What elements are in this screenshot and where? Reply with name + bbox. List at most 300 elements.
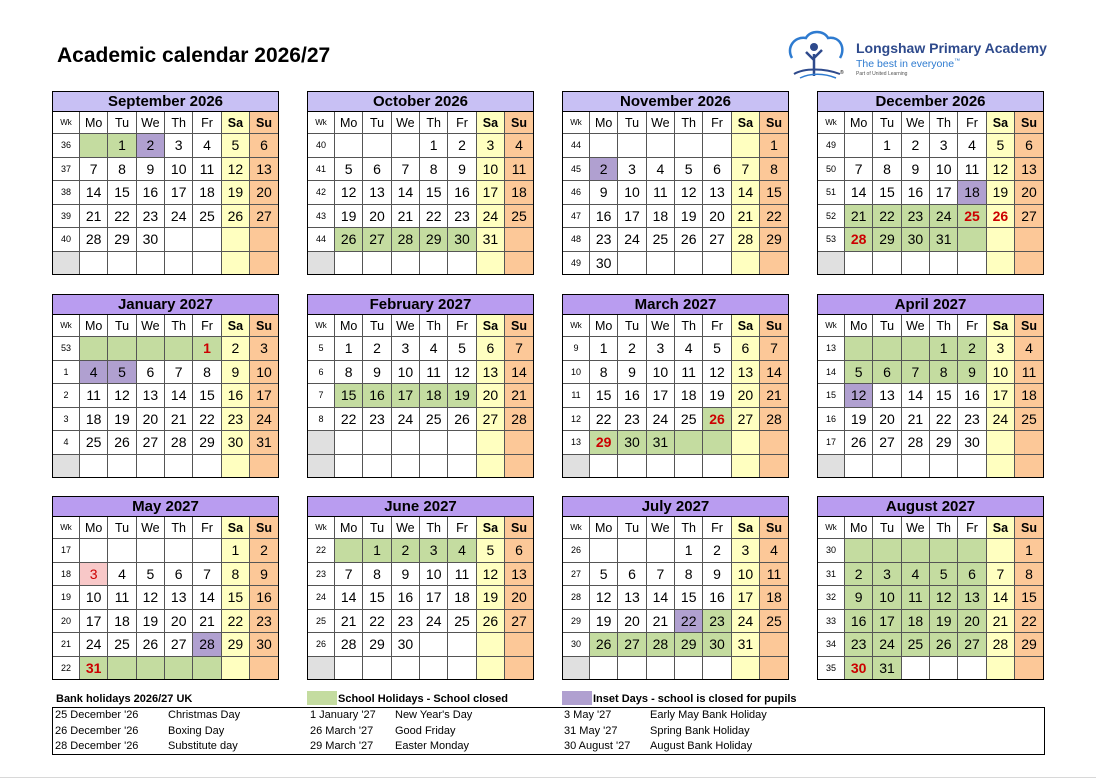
day-cell: 6 bbox=[363, 157, 391, 181]
day-cell: 10 bbox=[250, 360, 278, 384]
week-row bbox=[53, 204, 278, 228]
day-cell: 13 bbox=[618, 586, 646, 610]
week-number bbox=[563, 454, 590, 477]
week-number: 16 bbox=[818, 407, 845, 431]
weekday-header-row bbox=[53, 315, 278, 337]
day-cell bbox=[760, 633, 788, 657]
day-cell bbox=[193, 228, 221, 252]
weekday-header: Sa bbox=[986, 112, 1014, 134]
bank-holiday-name: August Bank Holiday bbox=[650, 740, 753, 752]
day-cell: 4 bbox=[505, 134, 533, 158]
day-cell bbox=[250, 454, 278, 477]
day-cell bbox=[675, 454, 703, 477]
day-cell bbox=[986, 539, 1014, 563]
day-cell: 6 bbox=[136, 360, 164, 384]
day-cell: 12 bbox=[590, 586, 618, 610]
day-cell bbox=[80, 251, 108, 274]
week-number bbox=[53, 251, 80, 274]
day-cell: 30 bbox=[391, 633, 419, 657]
day-cell bbox=[958, 454, 986, 477]
week-number: 3 bbox=[53, 407, 80, 431]
day-cell bbox=[760, 454, 788, 477]
week-row bbox=[308, 204, 533, 228]
day-cell: 8 bbox=[363, 562, 391, 586]
day-cell: 29 bbox=[760, 228, 788, 252]
week-number-header: Wk bbox=[53, 315, 80, 337]
month-title: July 2027 bbox=[563, 497, 788, 517]
day-cell: 3 bbox=[420, 539, 448, 563]
week-number: 1 bbox=[53, 360, 80, 384]
weekday-header: Mo bbox=[590, 112, 618, 134]
day-cell: 8 bbox=[873, 157, 901, 181]
week-number: 2 bbox=[53, 384, 80, 408]
month-table bbox=[308, 112, 533, 274]
weekday-header: Tu bbox=[108, 517, 136, 539]
weekday-header: We bbox=[646, 517, 674, 539]
bank-holiday-name: New Year's Day bbox=[395, 709, 473, 721]
day-cell: 3 bbox=[165, 134, 193, 158]
bank-holiday-name: Boxing Day bbox=[168, 724, 225, 737]
day-cell: 9 bbox=[901, 157, 929, 181]
day-cell: 16 bbox=[250, 586, 278, 610]
week-row bbox=[563, 157, 788, 181]
weekday-header: Tu bbox=[873, 315, 901, 337]
day-cell: 11 bbox=[1015, 360, 1043, 384]
day-cell: 30 bbox=[901, 228, 929, 252]
day-cell: 28 bbox=[845, 228, 873, 252]
weekday-header: Mo bbox=[845, 517, 873, 539]
day-cell: 30 bbox=[250, 633, 278, 657]
day-cell: 16 bbox=[136, 181, 164, 205]
week-row bbox=[53, 562, 278, 586]
inset-days-label: Inset Days - school is closed for pupils bbox=[593, 693, 797, 705]
weekday-header: We bbox=[901, 315, 929, 337]
day-cell: 3 bbox=[250, 337, 278, 361]
day-cell bbox=[505, 431, 533, 455]
bank-holiday-date: 31 May '27 bbox=[564, 724, 618, 737]
day-cell: 5 bbox=[590, 562, 618, 586]
week-row bbox=[308, 251, 533, 274]
day-cell: 1 bbox=[363, 539, 391, 563]
weekday-header: Sa bbox=[986, 315, 1014, 337]
day-cell: 15 bbox=[221, 586, 249, 610]
month-title: March 2027 bbox=[563, 295, 788, 315]
day-cell bbox=[476, 633, 504, 657]
day-cell: 29 bbox=[675, 633, 703, 657]
month-calendar bbox=[562, 496, 789, 680]
month-title: August 2027 bbox=[818, 497, 1043, 517]
month-table bbox=[818, 517, 1043, 679]
month-calendar bbox=[307, 91, 534, 275]
day-cell: 24 bbox=[250, 407, 278, 431]
day-cell bbox=[1015, 431, 1043, 455]
day-cell: 19 bbox=[136, 609, 164, 633]
week-number: 49 bbox=[818, 134, 845, 158]
day-cell bbox=[108, 539, 136, 563]
day-cell: 15 bbox=[1015, 586, 1043, 610]
day-cell: 8 bbox=[193, 360, 221, 384]
weekday-header: Th bbox=[420, 112, 448, 134]
day-cell: 12 bbox=[845, 384, 873, 408]
weekday-header-row bbox=[563, 315, 788, 337]
weekday-header-row bbox=[818, 517, 1043, 539]
day-cell: 23 bbox=[221, 407, 249, 431]
day-cell: 19 bbox=[675, 204, 703, 228]
bank-holidays-heading: Bank holidays 2026/27 UK bbox=[56, 693, 193, 705]
day-cell: 1 bbox=[420, 134, 448, 158]
day-cell: 2 bbox=[901, 134, 929, 158]
day-cell: 20 bbox=[165, 609, 193, 633]
day-cell: 9 bbox=[250, 562, 278, 586]
week-number: 37 bbox=[53, 157, 80, 181]
day-cell: 8 bbox=[675, 562, 703, 586]
day-cell: 30 bbox=[448, 228, 476, 252]
day-cell: 29 bbox=[221, 633, 249, 657]
month-title: September 2026 bbox=[53, 92, 278, 112]
week-row bbox=[53, 539, 278, 563]
day-cell bbox=[448, 454, 476, 477]
week-row bbox=[818, 407, 1043, 431]
day-cell: 14 bbox=[760, 360, 788, 384]
day-cell: 20 bbox=[618, 609, 646, 633]
week-row bbox=[818, 360, 1043, 384]
day-cell: 25 bbox=[1015, 407, 1043, 431]
day-cell: 17 bbox=[618, 204, 646, 228]
day-cell: 27 bbox=[703, 228, 731, 252]
weekday-header: Fr bbox=[703, 112, 731, 134]
day-cell: 10 bbox=[80, 586, 108, 610]
day-cell: 27 bbox=[505, 609, 533, 633]
day-cell: 15 bbox=[363, 586, 391, 610]
day-cell: 24 bbox=[618, 228, 646, 252]
week-row bbox=[563, 134, 788, 158]
day-cell bbox=[930, 656, 958, 679]
month-table bbox=[53, 315, 278, 477]
week-row bbox=[308, 656, 533, 679]
day-cell bbox=[391, 134, 419, 158]
day-cell: 31 bbox=[873, 656, 901, 679]
month-calendar bbox=[52, 294, 279, 478]
day-cell: 4 bbox=[646, 157, 674, 181]
day-cell: 28 bbox=[165, 431, 193, 455]
day-cell: 11 bbox=[108, 586, 136, 610]
week-number: 12 bbox=[563, 407, 590, 431]
week-number-header: Wk bbox=[53, 112, 80, 134]
day-cell bbox=[958, 251, 986, 274]
month-calendar bbox=[817, 91, 1044, 275]
week-number bbox=[818, 454, 845, 477]
day-cell: 29 bbox=[873, 228, 901, 252]
month-calendar bbox=[307, 294, 534, 478]
month-calendar bbox=[52, 496, 279, 680]
weekday-header-row bbox=[53, 517, 278, 539]
weekday-header-row bbox=[53, 112, 278, 134]
day-cell: 22 bbox=[108, 204, 136, 228]
weekday-header: Th bbox=[930, 112, 958, 134]
day-cell: 21 bbox=[901, 407, 929, 431]
day-cell: 26 bbox=[930, 633, 958, 657]
week-number-header: Wk bbox=[818, 315, 845, 337]
week-number: 22 bbox=[308, 539, 335, 563]
day-cell bbox=[80, 337, 108, 361]
week-row bbox=[563, 384, 788, 408]
day-cell: 2 bbox=[703, 539, 731, 563]
bank-holiday-name: Early May Bank Holiday bbox=[650, 709, 767, 721]
day-cell: 20 bbox=[250, 181, 278, 205]
day-cell bbox=[363, 134, 391, 158]
day-cell: 1 bbox=[675, 539, 703, 563]
weekday-header: Tu bbox=[873, 517, 901, 539]
week-row bbox=[308, 539, 533, 563]
day-cell: 10 bbox=[986, 360, 1014, 384]
week-row bbox=[818, 656, 1043, 679]
week-number-header: Wk bbox=[563, 112, 590, 134]
weekday-header: Sa bbox=[221, 315, 249, 337]
weekday-header-row bbox=[818, 315, 1043, 337]
day-cell: 23 bbox=[958, 407, 986, 431]
day-cell: 1 bbox=[193, 337, 221, 361]
day-cell: 31 bbox=[476, 228, 504, 252]
day-cell bbox=[193, 251, 221, 274]
day-cell: 7 bbox=[845, 157, 873, 181]
day-cell: 25 bbox=[108, 633, 136, 657]
day-cell bbox=[986, 228, 1014, 252]
day-cell bbox=[845, 337, 873, 361]
month-title: November 2026 bbox=[563, 92, 788, 112]
day-cell: 20 bbox=[363, 204, 391, 228]
day-cell: 6 bbox=[505, 539, 533, 563]
day-cell bbox=[80, 539, 108, 563]
month-table bbox=[563, 112, 788, 274]
day-cell: 5 bbox=[703, 337, 731, 361]
day-cell bbox=[703, 431, 731, 455]
weekday-header: We bbox=[391, 112, 419, 134]
month-title: December 2026 bbox=[818, 92, 1043, 112]
weekday-header: Su bbox=[250, 112, 278, 134]
day-cell bbox=[476, 656, 504, 679]
weekday-header: Tu bbox=[108, 112, 136, 134]
school-holidays-label: School Holidays - School closed bbox=[338, 693, 508, 705]
week-row bbox=[563, 228, 788, 252]
day-cell: 9 bbox=[363, 360, 391, 384]
month-table bbox=[308, 517, 533, 679]
day-cell: 27 bbox=[363, 228, 391, 252]
day-cell: 7 bbox=[505, 337, 533, 361]
day-cell bbox=[731, 454, 759, 477]
day-cell bbox=[391, 251, 419, 274]
day-cell bbox=[646, 251, 674, 274]
day-cell bbox=[675, 134, 703, 158]
bank-holiday-name: Substitute day bbox=[168, 740, 238, 752]
week-row bbox=[818, 539, 1043, 563]
day-cell: 14 bbox=[986, 586, 1014, 610]
day-cell: 17 bbox=[646, 384, 674, 408]
day-cell: 6 bbox=[873, 360, 901, 384]
week-number: 34 bbox=[818, 633, 845, 657]
day-cell: 18 bbox=[901, 609, 929, 633]
day-cell: 3 bbox=[646, 337, 674, 361]
weekday-header: We bbox=[136, 517, 164, 539]
day-cell: 12 bbox=[448, 360, 476, 384]
week-number: 42 bbox=[308, 181, 335, 205]
day-cell bbox=[136, 656, 164, 679]
day-cell bbox=[590, 454, 618, 477]
week-row bbox=[308, 454, 533, 477]
day-cell: 13 bbox=[958, 586, 986, 610]
day-cell: 7 bbox=[193, 562, 221, 586]
weekday-header: Su bbox=[1015, 517, 1043, 539]
day-cell: 14 bbox=[505, 360, 533, 384]
day-cell: 19 bbox=[108, 407, 136, 431]
day-cell: 22 bbox=[873, 204, 901, 228]
bank-holiday-date: 25 December '26 bbox=[55, 709, 139, 721]
day-cell: 11 bbox=[760, 562, 788, 586]
month-calendar bbox=[307, 496, 534, 680]
week-row bbox=[53, 407, 278, 431]
week-row bbox=[818, 609, 1043, 633]
week-row bbox=[563, 633, 788, 657]
week-row bbox=[308, 407, 533, 431]
day-cell: 30 bbox=[845, 656, 873, 679]
day-cell: 23 bbox=[703, 609, 731, 633]
week-number: 36 bbox=[53, 134, 80, 158]
month-table bbox=[308, 315, 533, 477]
weekday-header-row bbox=[308, 517, 533, 539]
day-cell bbox=[476, 251, 504, 274]
day-cell: 19 bbox=[703, 384, 731, 408]
day-cell bbox=[335, 134, 363, 158]
week-number: 44 bbox=[563, 134, 590, 158]
day-cell: 6 bbox=[731, 337, 759, 361]
day-cell: 15 bbox=[420, 181, 448, 205]
day-cell: 6 bbox=[703, 157, 731, 181]
day-cell: 7 bbox=[760, 337, 788, 361]
week-row bbox=[818, 204, 1043, 228]
week-row bbox=[818, 157, 1043, 181]
week-number bbox=[818, 251, 845, 274]
day-cell: 10 bbox=[646, 360, 674, 384]
weekday-header: We bbox=[901, 517, 929, 539]
day-cell: 17 bbox=[731, 586, 759, 610]
day-cell bbox=[363, 454, 391, 477]
day-cell: 6 bbox=[958, 562, 986, 586]
week-row bbox=[53, 609, 278, 633]
day-cell bbox=[1015, 228, 1043, 252]
day-cell: 12 bbox=[136, 586, 164, 610]
day-cell: 18 bbox=[448, 586, 476, 610]
day-cell: 28 bbox=[80, 228, 108, 252]
week-row bbox=[818, 228, 1043, 252]
day-cell: 27 bbox=[1015, 204, 1043, 228]
day-cell: 7 bbox=[80, 157, 108, 181]
day-cell: 1 bbox=[760, 134, 788, 158]
day-cell: 2 bbox=[958, 337, 986, 361]
day-cell bbox=[1015, 656, 1043, 679]
day-cell: 8 bbox=[1015, 562, 1043, 586]
day-cell: 15 bbox=[108, 181, 136, 205]
day-cell bbox=[646, 454, 674, 477]
day-cell bbox=[760, 251, 788, 274]
day-cell: 28 bbox=[646, 633, 674, 657]
weekday-header: Sa bbox=[731, 112, 759, 134]
day-cell bbox=[250, 656, 278, 679]
day-cell: 7 bbox=[165, 360, 193, 384]
week-row bbox=[308, 337, 533, 361]
week-row bbox=[53, 656, 278, 679]
weekday-header: We bbox=[391, 517, 419, 539]
day-cell bbox=[505, 656, 533, 679]
weekday-header: Fr bbox=[193, 112, 221, 134]
day-cell: 18 bbox=[958, 181, 986, 205]
day-cell: 2 bbox=[845, 562, 873, 586]
day-cell bbox=[165, 539, 193, 563]
day-cell: 9 bbox=[136, 157, 164, 181]
day-cell bbox=[958, 228, 986, 252]
weekday-header: Fr bbox=[448, 112, 476, 134]
day-cell bbox=[505, 228, 533, 252]
day-cell: 23 bbox=[590, 228, 618, 252]
day-cell bbox=[335, 454, 363, 477]
day-cell bbox=[193, 539, 221, 563]
day-cell bbox=[731, 251, 759, 274]
weekday-header: Tu bbox=[363, 315, 391, 337]
weekday-header-row bbox=[563, 112, 788, 134]
month-calendar bbox=[817, 294, 1044, 478]
registered-mark: ® bbox=[840, 70, 844, 76]
week-number: 6 bbox=[308, 360, 335, 384]
week-number-header: Wk bbox=[563, 517, 590, 539]
weekday-header: Su bbox=[505, 112, 533, 134]
weekday-header: Mo bbox=[335, 315, 363, 337]
day-cell: 26 bbox=[108, 431, 136, 455]
day-cell: 14 bbox=[165, 384, 193, 408]
day-cell bbox=[250, 228, 278, 252]
weekday-header: We bbox=[901, 112, 929, 134]
day-cell bbox=[1015, 251, 1043, 274]
day-cell: 12 bbox=[108, 384, 136, 408]
week-number: 19 bbox=[53, 586, 80, 610]
month-title: April 2027 bbox=[818, 295, 1043, 315]
week-row bbox=[53, 586, 278, 610]
weekday-header: Th bbox=[165, 517, 193, 539]
day-cell bbox=[986, 454, 1014, 477]
day-cell: 15 bbox=[675, 586, 703, 610]
week-number: 33 bbox=[818, 609, 845, 633]
day-cell: 22 bbox=[193, 407, 221, 431]
day-cell: 17 bbox=[165, 181, 193, 205]
day-cell bbox=[675, 431, 703, 455]
day-cell bbox=[391, 431, 419, 455]
day-cell: 28 bbox=[505, 407, 533, 431]
weekday-header: Su bbox=[505, 315, 533, 337]
day-cell bbox=[476, 454, 504, 477]
day-cell: 12 bbox=[986, 157, 1014, 181]
day-cell bbox=[731, 656, 759, 679]
week-number: 25 bbox=[308, 609, 335, 633]
week-row bbox=[563, 337, 788, 361]
day-cell bbox=[986, 656, 1014, 679]
month-table bbox=[818, 315, 1043, 477]
academy-subtitle: Part of United Learning bbox=[856, 71, 908, 77]
day-cell bbox=[165, 228, 193, 252]
day-cell: 22 bbox=[930, 407, 958, 431]
day-cell: 16 bbox=[221, 384, 249, 408]
day-cell: 24 bbox=[873, 633, 901, 657]
day-cell: 7 bbox=[901, 360, 929, 384]
week-number: 32 bbox=[818, 586, 845, 610]
week-number-header: Wk bbox=[563, 315, 590, 337]
week-number-header: Wk bbox=[308, 517, 335, 539]
